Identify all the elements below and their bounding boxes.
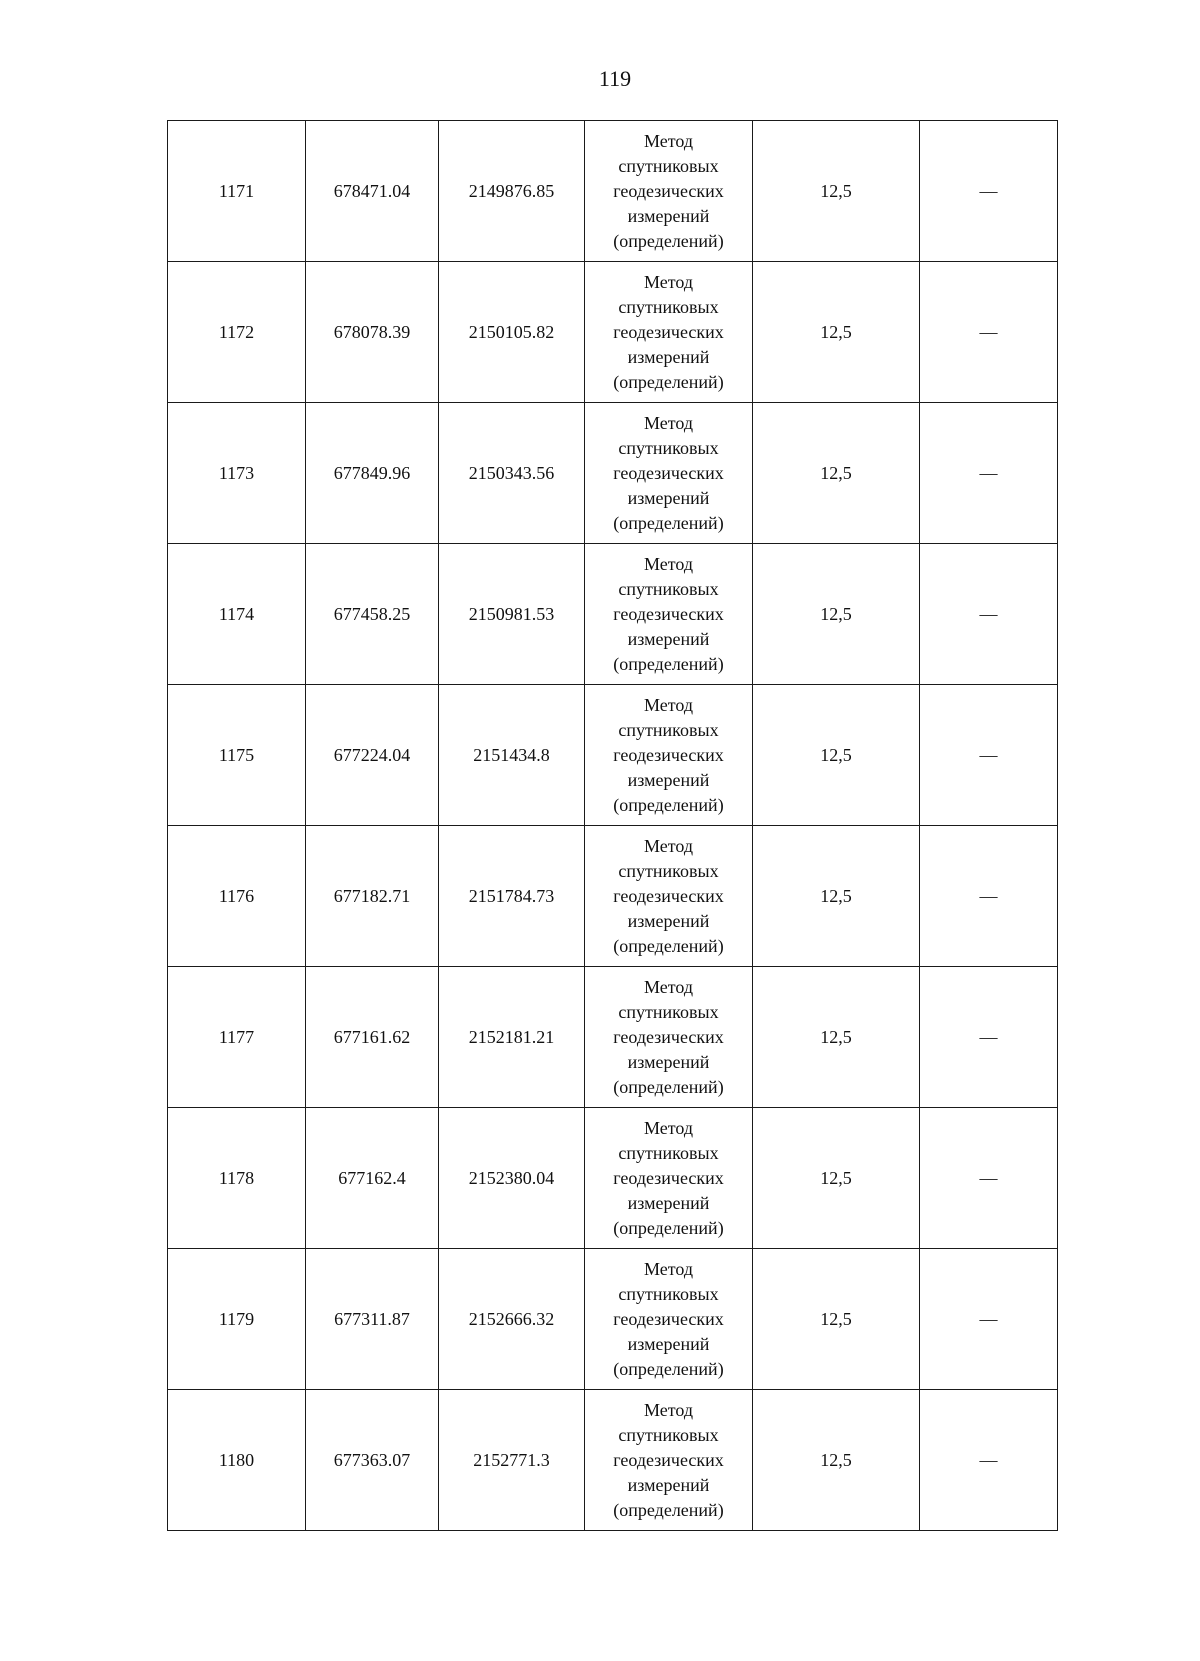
method-cell xyxy=(585,1390,753,1531)
method-cell xyxy=(585,826,753,967)
accuracy-value: 12,5 xyxy=(753,121,920,262)
note-cell xyxy=(920,685,1058,826)
coordinate-x: 677849.96 xyxy=(306,403,439,544)
point-id: 1177 xyxy=(168,967,306,1108)
table-row xyxy=(168,121,1058,262)
coordinate-x: 677311.87 xyxy=(306,1249,439,1390)
note-dash: — xyxy=(979,1026,998,1047)
method-text: Метод спутниковых геодезических измерений (определений) xyxy=(613,1117,724,1238)
note-cell xyxy=(920,1108,1058,1249)
method-cell xyxy=(585,403,753,544)
table-row xyxy=(168,262,1058,403)
coordinate-y: 2150343.56 xyxy=(439,403,585,544)
accuracy-value: 12,5 xyxy=(753,1108,920,1249)
method-text: Метод спутниковых геодезических измерений (определений) xyxy=(613,130,724,251)
coordinate-y: 2149876.85 xyxy=(439,121,585,262)
method-cell xyxy=(585,685,753,826)
note-cell xyxy=(920,121,1058,262)
note-dash: — xyxy=(979,1308,998,1329)
accuracy-value: 12,5 xyxy=(753,262,920,403)
note-dash: — xyxy=(979,180,998,201)
point-id: 1176 xyxy=(168,826,306,967)
table-row xyxy=(168,1249,1058,1390)
point-id: 1172 xyxy=(168,262,306,403)
coordinate-x: 677162.4 xyxy=(306,1108,439,1249)
point-id: 1180 xyxy=(168,1390,306,1531)
note-cell xyxy=(920,967,1058,1108)
accuracy-value: 12,5 xyxy=(753,1390,920,1531)
method-cell xyxy=(585,121,753,262)
coordinate-y: 2152181.21 xyxy=(439,967,585,1108)
note-dash: — xyxy=(979,462,998,483)
page-number: 119 xyxy=(598,66,632,91)
note-cell xyxy=(920,1390,1058,1531)
note-cell xyxy=(920,544,1058,685)
coordinate-y: 2151784.73 xyxy=(439,826,585,967)
table-row xyxy=(168,403,1058,544)
method-text: Метод спутниковых геодезических измерений (определений) xyxy=(613,1258,724,1379)
note-dash: — xyxy=(979,885,998,906)
point-id: 1179 xyxy=(168,1249,306,1390)
table-row xyxy=(168,826,1058,967)
accuracy-value: 12,5 xyxy=(753,685,920,826)
note-dash: — xyxy=(979,1167,998,1188)
note-dash: — xyxy=(979,1449,998,1470)
accuracy-value: 12,5 xyxy=(753,1249,920,1390)
coordinate-x: 677182.71 xyxy=(306,826,439,967)
coordinate-x: 677161.62 xyxy=(306,967,439,1108)
note-dash: — xyxy=(979,321,998,342)
method-cell xyxy=(585,262,753,403)
method-cell xyxy=(585,967,753,1108)
note-cell xyxy=(920,826,1058,967)
method-text: Метод спутниковых геодезических измерений (определений) xyxy=(613,271,724,392)
point-id: 1178 xyxy=(168,1108,306,1249)
accuracy-value: 12,5 xyxy=(753,826,920,967)
accuracy-value: 12,5 xyxy=(753,403,920,544)
point-id: 1171 xyxy=(168,121,306,262)
table-row xyxy=(168,967,1058,1108)
table-row xyxy=(168,1108,1058,1249)
note-dash: — xyxy=(979,744,998,765)
method-cell xyxy=(585,1249,753,1390)
accuracy-value: 12,5 xyxy=(753,544,920,685)
point-id: 1175 xyxy=(168,685,306,826)
table-row xyxy=(168,685,1058,826)
coordinate-y: 2151434.8 xyxy=(439,685,585,826)
method-text: Метод спутниковых геодезических измерений (определений) xyxy=(613,553,724,674)
coordinate-x: 677224.04 xyxy=(306,685,439,826)
coordinates-table xyxy=(167,120,1058,1531)
note-cell xyxy=(920,1249,1058,1390)
method-text: Метод спутниковых геодезических измерений (определений) xyxy=(613,1399,724,1520)
method-text: Метод спутниковых геодезических измерений (определений) xyxy=(613,835,724,956)
point-id: 1174 xyxy=(168,544,306,685)
method-cell xyxy=(585,1108,753,1249)
coordinate-y: 2150105.82 xyxy=(439,262,585,403)
method-text: Метод спутниковых геодезических измерений (определений) xyxy=(613,412,724,533)
note-cell xyxy=(920,403,1058,544)
coordinate-y: 2152771.3 xyxy=(439,1390,585,1531)
table-row xyxy=(168,544,1058,685)
method-text: Метод спутниковых геодезических измерений (определений) xyxy=(613,976,724,1097)
coordinate-y: 2152380.04 xyxy=(439,1108,585,1249)
method-cell xyxy=(585,544,753,685)
point-id: 1173 xyxy=(168,403,306,544)
note-dash: — xyxy=(979,603,998,624)
coordinate-x: 677458.25 xyxy=(306,544,439,685)
coordinate-x: 678078.39 xyxy=(306,262,439,403)
coordinate-y: 2152666.32 xyxy=(439,1249,585,1390)
coordinate-x: 677363.07 xyxy=(306,1390,439,1531)
coordinate-x: 678471.04 xyxy=(306,121,439,262)
note-cell xyxy=(920,262,1058,403)
table-row xyxy=(168,1390,1058,1531)
coordinate-y: 2150981.53 xyxy=(439,544,585,685)
accuracy-value: 12,5 xyxy=(753,967,920,1108)
method-text: Метод спутниковых геодезических измерений (определений) xyxy=(613,694,724,815)
